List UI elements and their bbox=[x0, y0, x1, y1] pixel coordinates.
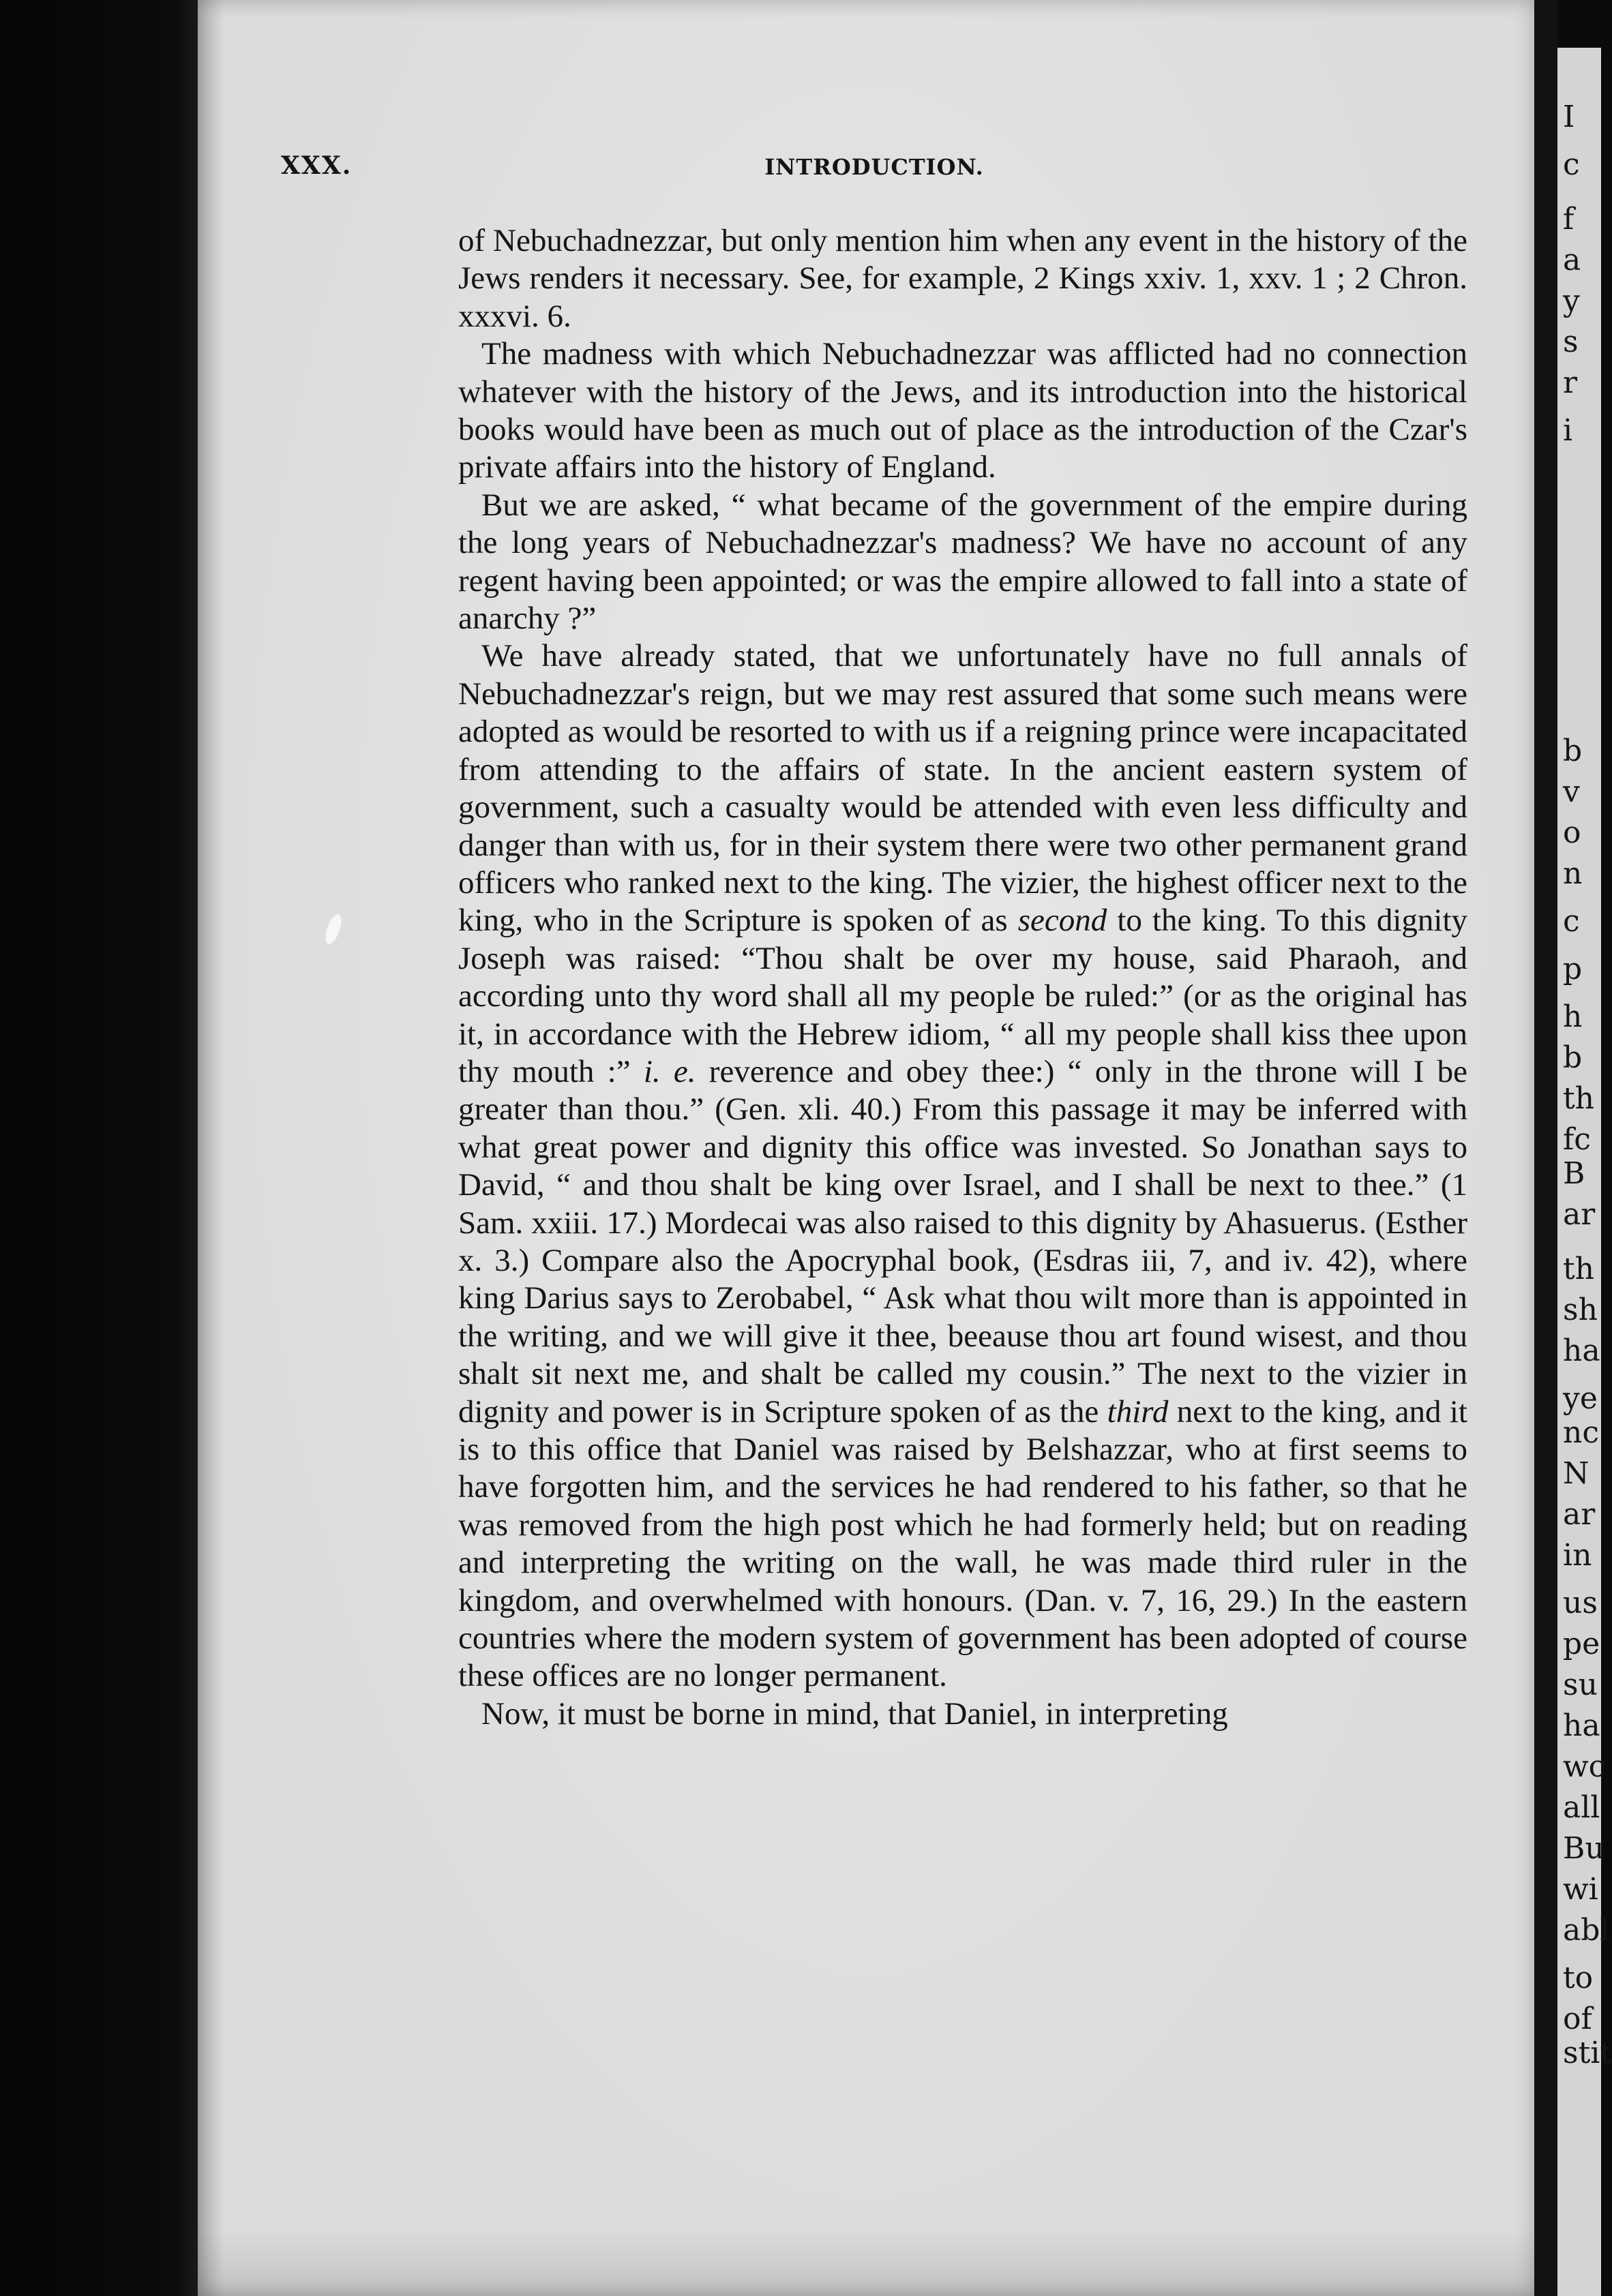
facing-page-fragment: wc bbox=[1563, 1749, 1606, 1784]
facing-page-fragment: N bbox=[1563, 1456, 1589, 1491]
facing-page-fragment: of bbox=[1563, 2002, 1592, 2036]
facing-page-fragment: c bbox=[1563, 147, 1580, 182]
running-head bbox=[281, 151, 1467, 190]
facing-page-fragment: ha bbox=[1563, 1708, 1600, 1743]
facing-page-fragment: su bbox=[1563, 1667, 1598, 1702]
facing-page-fragment: v bbox=[1563, 774, 1580, 809]
facing-page-fragment: ar bbox=[1563, 1197, 1596, 1232]
facing-page-fragment: to bbox=[1563, 1961, 1594, 1995]
facing-page-fragment: I bbox=[1563, 100, 1575, 134]
running-head-title: INTRODUCTION. bbox=[764, 154, 984, 180]
facing-page-fragment: all bbox=[1563, 1790, 1600, 1825]
facing-page-fragment: wi bbox=[1563, 1872, 1598, 1907]
paragraph: of Nebuchadnezzar, but only mention him when any event in the history of the Jews renders it necessary. See, for example, 2 Kings xxiv. 1, xxv. 1 ; 2 Chron. xxxvi. 6. bbox=[458, 223, 1467, 334]
facing-page-edge bbox=[1557, 48, 1612, 2296]
facing-page-fragment: c bbox=[1563, 904, 1580, 939]
facing-page-fragment: p bbox=[1563, 952, 1583, 986]
facing-page-fragment: abl bbox=[1563, 1913, 1610, 1948]
facing-page-fragment: sh bbox=[1563, 1293, 1598, 1327]
facing-page-fragment: n bbox=[1563, 856, 1583, 891]
facing-page-fragment: h bbox=[1563, 999, 1583, 1034]
facing-page-fragment: ar bbox=[1563, 1497, 1596, 1532]
facing-page-fragment: i bbox=[1563, 413, 1573, 448]
facing-page-fragment: f bbox=[1563, 202, 1574, 237]
page-folio: XXX. bbox=[281, 151, 353, 180]
paragraph: The madness with which Nebuchadnezzar was afflicted had no connection whatever with the history of the Jews, and its introduction into the historical books would have been as much out of place as the introduction of the Czar's private affairs into the history of England. bbox=[458, 336, 1467, 485]
facing-page-fragment: r bbox=[1563, 365, 1578, 400]
paragraph: But we are asked, “ what became of the government of the empire during the long years of Nebuchadnezzar's madness? We have no account of any regent having been appointed; or was the empire allowed to fall into a state of anarchy ?” bbox=[458, 487, 1467, 637]
body-text bbox=[458, 222, 1467, 1733]
facing-page-fragment: b bbox=[1563, 734, 1583, 768]
facing-page-fragment: nc bbox=[1563, 1415, 1599, 1450]
facing-page-fragment: Bu bbox=[1563, 1831, 1604, 1866]
facing-page-fragment: pe bbox=[1563, 1627, 1600, 1661]
facing-page-fragment: b bbox=[1563, 1040, 1583, 1075]
facing-page-fragment: ha bbox=[1563, 1333, 1600, 1368]
facing-page-fragment: o bbox=[1563, 815, 1581, 850]
facing-page-fragment: fc bbox=[1563, 1122, 1591, 1157]
facing-page-fragment: s bbox=[1563, 324, 1579, 359]
page-bottom-shadow bbox=[198, 2228, 1534, 2296]
paragraph: Now, it must be borne in mind, that Daniel, in interpreting bbox=[481, 1695, 1228, 1732]
facing-page-fragment: in bbox=[1563, 1538, 1592, 1573]
scan-left-border bbox=[0, 0, 198, 2296]
facing-page-fragment: ye bbox=[1563, 1381, 1598, 1416]
book-gutter bbox=[1534, 0, 1557, 2296]
paragraph: We have already stated, that we unfortunately have no full annals of Nebuchadnezzar's reign, but we may rest assured that some such means were adopted as would be resorted to with us if a reigning prince were incapacitated from attending to the affairs of state. In the ancient eastern system of government, such a casualty would be attended with even less difficulty and danger than with us, for in their system there were two other permanent grand officers who ranked next to the king. The vizier, the highest officer next to the king, who in the Scripture is spoken of as second to the king. To this dignity Joseph was raised: “Thou shalt be over my house, said Pharaoh, and according unto thy word shall all my people be ruled:” (or as the original has it, in accordance with the Hebrew idiom, “ all my people shall kiss thee upon thy mouth :” i. e. reverence and obey thee:) “ only in the throne will I be greater than thou.” (Gen. xli. 40.) From this passage it may be inferred with what great power and dignity this office was invested. So Jonathan says to David, “ and thou shalt be king over Israel, and I shall be next to thee.” (1 Sam. xxiii. 17.) Mordecai was also raised to this dignity by Ahasuerus. (Esther x. 3.) Compare also the Apocryphal book, (Esdras iii, 7, and iv. 42), where king Darius says to Zerobabel, “ Ask what thou wilt more than is appointed in the writing, and we will give it thee, beeause thou art found wisest, and thou shalt sit next me, and shalt be called my cousin.” The next to the vizier in dignity and power is in Scripture spoken of as the third next to the king, and it is to this office that Daniel was raised by Belshazzar, who at first seems to have forgotten him, and the services he had rendered to his father, so that he was removed from the high post which he had formerly held; but on reading and interpreting the writing on the wall, he was made third ruler in the kingdom, and overwhelmed with honours. (Dan. v. 7, 16, 29.) In the eastern countries where the modern system of government has been adopted of course these offices are no longer permanent. bbox=[458, 638, 1468, 1694]
facing-page-fragment: stit bbox=[1563, 2036, 1612, 2070]
facing-page-fragment: y bbox=[1563, 284, 1580, 318]
facing-page-fragment: th bbox=[1563, 1081, 1595, 1116]
facing-page-fragment: B bbox=[1563, 1156, 1585, 1191]
facing-page-fragment: th bbox=[1563, 1252, 1595, 1286]
facing-page-fragment: us bbox=[1563, 1586, 1598, 1620]
facing-page-fragment: a bbox=[1563, 243, 1581, 277]
